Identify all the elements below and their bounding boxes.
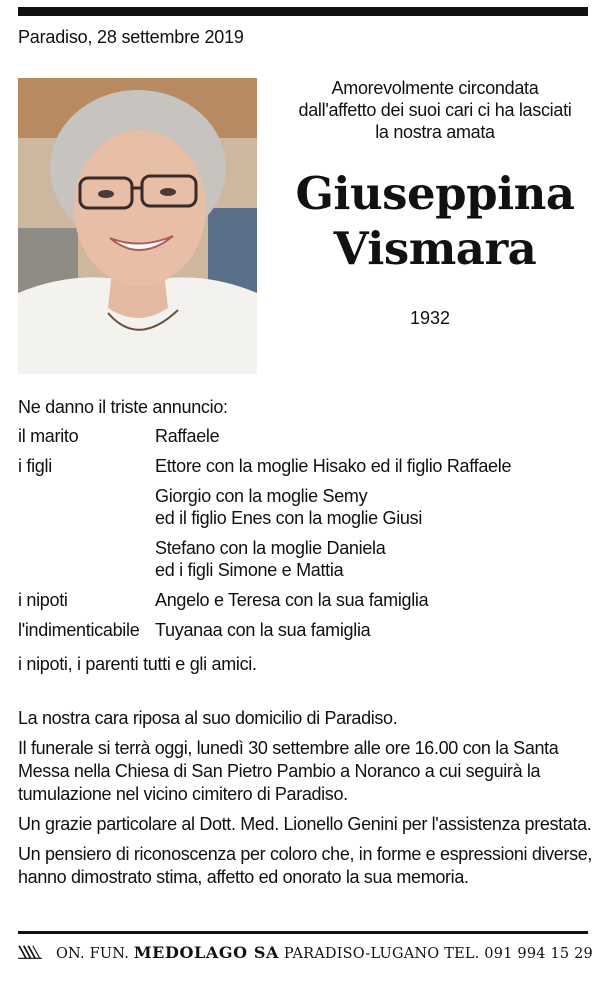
birth-year: 1932: [409, 308, 451, 328]
footer-company: MEDOLAGO SA: [133, 942, 279, 962]
family-list: [18, 425, 588, 649]
portrait-photo: [18, 78, 257, 374]
footer: [18, 937, 593, 967]
intro-line: la nostra amata: [375, 122, 495, 142]
family-relation: il marito: [18, 426, 79, 446]
family-row: [18, 537, 588, 581]
notice-paragraph: Un pensiero di riconoscenza per coloro che, in forme e espressioni diverse, hanno dimostrato stima, affetto ed onorato la sua memoria.: [18, 844, 593, 887]
last-name: Vismara: [333, 222, 537, 275]
first-name: Giuseppina: [295, 167, 575, 220]
family-names: [155, 455, 588, 477]
family-name-line: ed i figli Simone e Mattia: [155, 560, 344, 580]
family-relation: [18, 485, 155, 529]
family-names: [155, 425, 588, 447]
family-names: [155, 589, 588, 611]
family-names: [155, 485, 588, 529]
family-relation: i figli: [18, 456, 52, 476]
notice-paragraph: Il funerale si terrà oggi, lunedì 30 settembre alle ore 16.00 con la Santa Messa nella Chiesa di San Pietro Pambio a Noranco a cui seguirà la tumulazione nel vicino cimitero di Paradiso.: [18, 738, 559, 804]
family-name-line: Tuyanaa con la sua famiglia: [155, 620, 371, 640]
intro-text: [280, 77, 590, 143]
closing-family: i nipoti, i parenti tutti e gli amici.: [18, 654, 257, 674]
family-row: [18, 455, 588, 477]
family-row: [18, 485, 588, 529]
footer-rule: [18, 931, 588, 934]
family-row: [18, 425, 588, 447]
footer-text: [56, 943, 593, 962]
family-name-line: Raffaele: [155, 426, 220, 446]
notice-paragraph: La nostra cara riposa al suo domicilio di Paradiso.: [18, 708, 398, 728]
funeral-home-logo-icon: [18, 939, 42, 965]
top-rule: [18, 7, 588, 16]
footer-prefix: ON. FUN.: [55, 945, 130, 962]
family-row: [18, 589, 588, 611]
portrait-illustration: [18, 78, 257, 374]
family-name-line: Stefano con la moglie Daniela: [155, 538, 386, 558]
family-names: [155, 537, 588, 581]
intro-line: Amorevolmente circondata: [331, 78, 539, 98]
family-name-line: Ettore con la moglie Hisako ed il figlio Raffaele: [155, 456, 512, 476]
family-names: [155, 619, 588, 641]
notice-body: [18, 707, 593, 896]
family-name-line: ed il figlio Enes con la moglie Giusi: [155, 508, 423, 528]
family-relation: [18, 537, 155, 581]
footer-location: PARADISO-LUGANO: [283, 945, 440, 962]
place-date: Paradiso, 28 settembre 2019: [18, 27, 244, 47]
family-relation: i nipoti: [18, 590, 68, 610]
intro-line: dall'affetto dei suoi cari ci ha lasciati: [298, 100, 572, 120]
family-row: [18, 619, 588, 641]
family-name-line: Giorgio con la moglie Semy: [155, 486, 368, 506]
family-relation: l'indimenticabile: [18, 620, 140, 640]
family-name-line: Angelo e Teresa con la sua famiglia: [155, 590, 429, 610]
notice-paragraph: Un grazie particolare al Dott. Med. Lionello Genini per l'assistenza prestata.: [18, 814, 592, 834]
footer-phone: TEL. 091 994 15 29: [444, 945, 593, 962]
announcement: Ne danno il triste annuncio:: [18, 397, 228, 417]
deceased-name: [270, 166, 600, 276]
